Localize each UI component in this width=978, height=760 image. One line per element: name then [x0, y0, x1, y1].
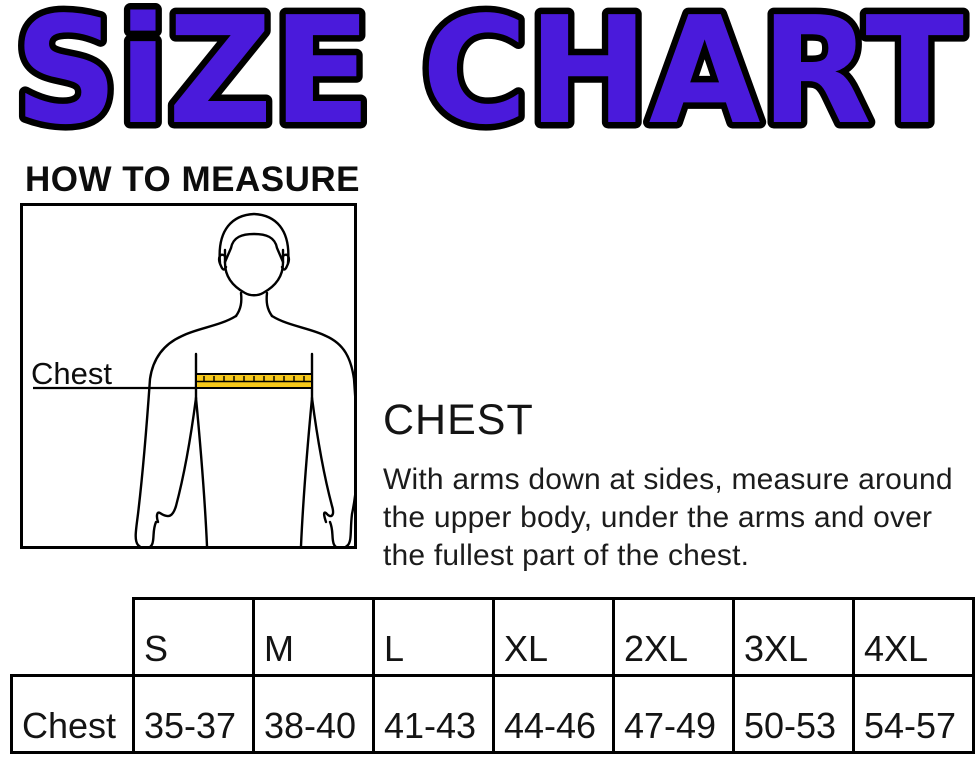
- figure-right-arm-outer: [272, 316, 354, 546]
- measurement-diagram-box: [20, 203, 357, 549]
- chest-value-4xl: 54-57: [854, 676, 974, 753]
- size-col-header-3xl: 3XL: [734, 599, 854, 676]
- figure-hairline: [225, 234, 283, 262]
- size-header-row: [12, 599, 974, 676]
- size-col-header-s: S: [134, 599, 254, 676]
- figure-neck-right: [267, 293, 272, 316]
- figure-left-torso-side: [196, 398, 207, 546]
- size-col-header-m: M: [254, 599, 374, 676]
- size-table: [10, 597, 975, 754]
- chest-value-xl: 44-46: [494, 676, 614, 753]
- row-header-chest: Chest: [12, 676, 134, 753]
- figure-right-torso-side: [301, 398, 312, 546]
- chest-instructions: [383, 396, 978, 575]
- chest-measurement-row: [12, 676, 974, 753]
- chest-value-s: 35-37: [134, 676, 254, 753]
- size-col-header-2xl: 2XL: [614, 599, 734, 676]
- figure-chest-label: Chest: [31, 356, 112, 391]
- figure-hair-outline: [220, 214, 289, 263]
- chest-value-3xl: 50-53: [734, 676, 854, 753]
- chest-value-l: 41-43: [374, 676, 494, 753]
- chest-value-2xl: 47-49: [614, 676, 734, 753]
- figure-face-outline: [225, 250, 283, 295]
- chest-instructions-body: With arms down at sides, measure around the upper body, under the arms and over the fullest part of the chest.: [383, 463, 953, 572]
- chest-instructions-heading: CHEST: [383, 396, 534, 444]
- figure-neck-left: [236, 293, 241, 316]
- figure-left-arm-inner: [157, 398, 196, 522]
- measuring-tape-icon: [196, 374, 312, 388]
- figure-left-arm-outer: [136, 316, 236, 546]
- page-title: [0, 0, 978, 152]
- size-col-header-xl: XL: [494, 599, 614, 676]
- chest-value-m: 38-40: [254, 676, 374, 753]
- table-corner-blank: [12, 599, 134, 676]
- title-text: SiZE CHART: [14, 0, 965, 152]
- title-art: [0, 0, 978, 152]
- how-to-measure-heading: HOW TO MEASURE: [25, 160, 360, 199]
- figure-right-arm-inner: [312, 398, 333, 522]
- size-col-header-l: L: [374, 599, 494, 676]
- size-col-header-4xl: 4XL: [854, 599, 974, 676]
- torso-figure-icon: [23, 206, 354, 546]
